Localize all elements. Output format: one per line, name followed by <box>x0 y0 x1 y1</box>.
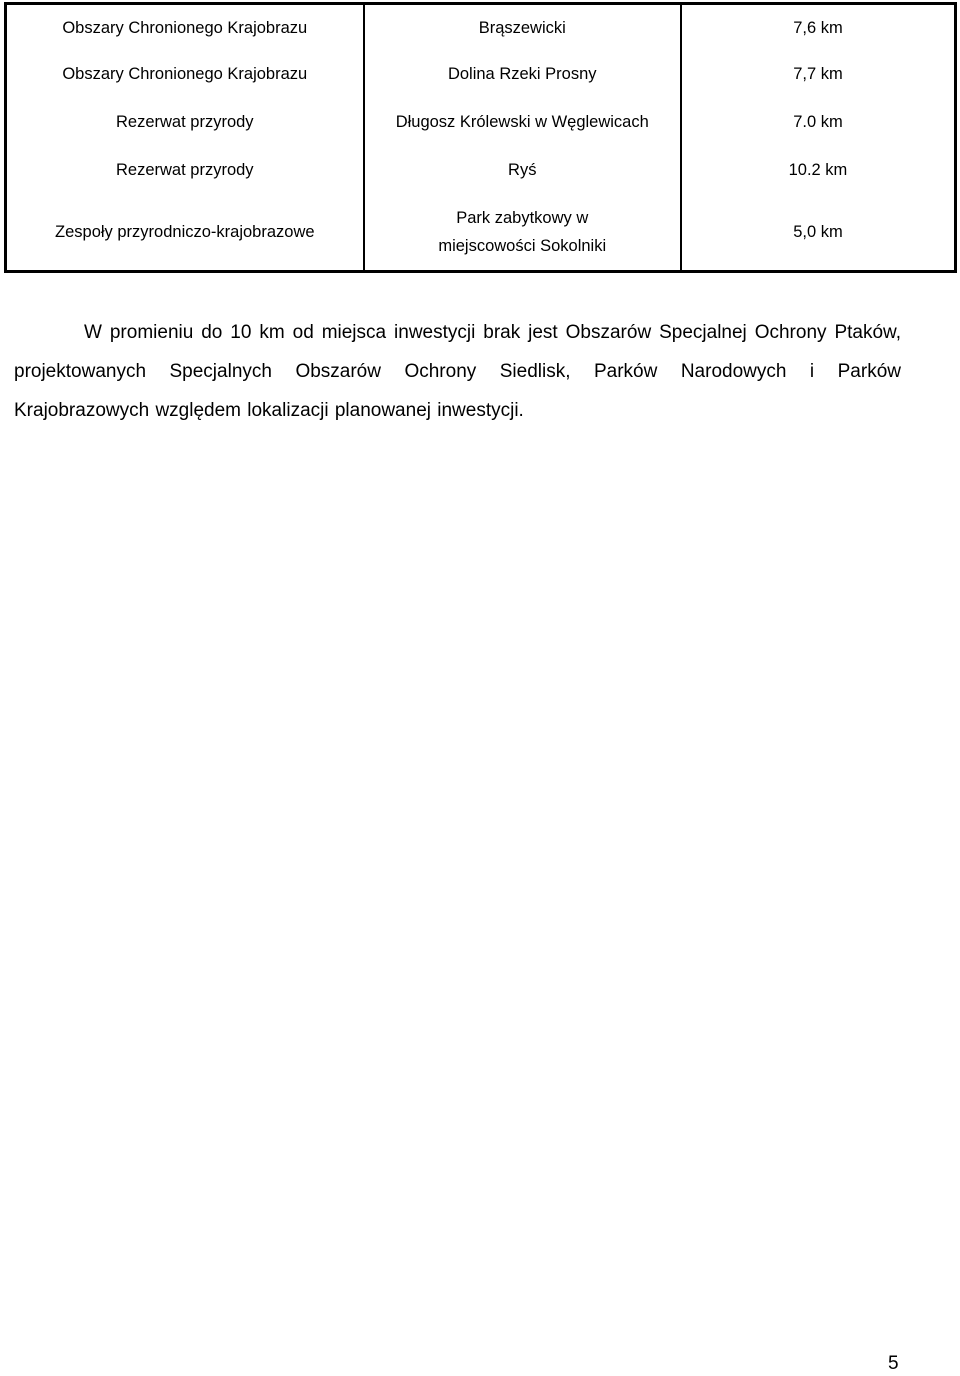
area-type-cell: Obszary Chronionego Krajobrazu <box>6 4 364 51</box>
area-type-cell: Rezerwat przyrody <box>6 98 364 146</box>
area-name-cell: Brąszewicki <box>364 4 681 51</box>
area-type-cell: Obszary Chronionego Krajobrazu <box>6 50 364 98</box>
area-name-cell: Park zabytkowy w miejscowości Sokolniki <box>364 194 681 272</box>
area-type-cell: Rezerwat przyrody <box>6 146 364 194</box>
distance-cell: 5,0 km <box>793 223 843 241</box>
distance-cell: 7,6 km <box>793 18 843 37</box>
protected-areas-table <box>4 2 957 273</box>
area-name-cell: Dolina Rzeki Prosny <box>364 50 681 98</box>
table-row <box>6 146 956 194</box>
area-type-cell: Zespoły przyrodniczo-krajobrazowe <box>6 194 364 272</box>
table-row <box>6 50 956 98</box>
page-number: 5 <box>888 1353 899 1374</box>
distance-cell: 10.2 km <box>788 161 848 179</box>
distance-cell: 7,7 km <box>793 65 843 83</box>
table-row <box>6 194 956 272</box>
area-name-cell: Ryś <box>364 146 681 194</box>
table-row <box>6 98 956 146</box>
distance-cell: 7.0 km <box>793 113 843 131</box>
body-paragraph: W promieniu do 10 km od miejsca inwestycji brak jest Obszarów Specjalnej Ochrony Ptaków, projektowanych Specjalnych Obszarów Ochrony Siedlisk, Parków Narodowych i Parków Krajobrazowych względem lokalizacji planowanej inwestycji. <box>14 322 901 421</box>
area-name-cell: Długosz Królewski w Węglewicach <box>364 98 681 146</box>
table-row <box>6 4 956 51</box>
